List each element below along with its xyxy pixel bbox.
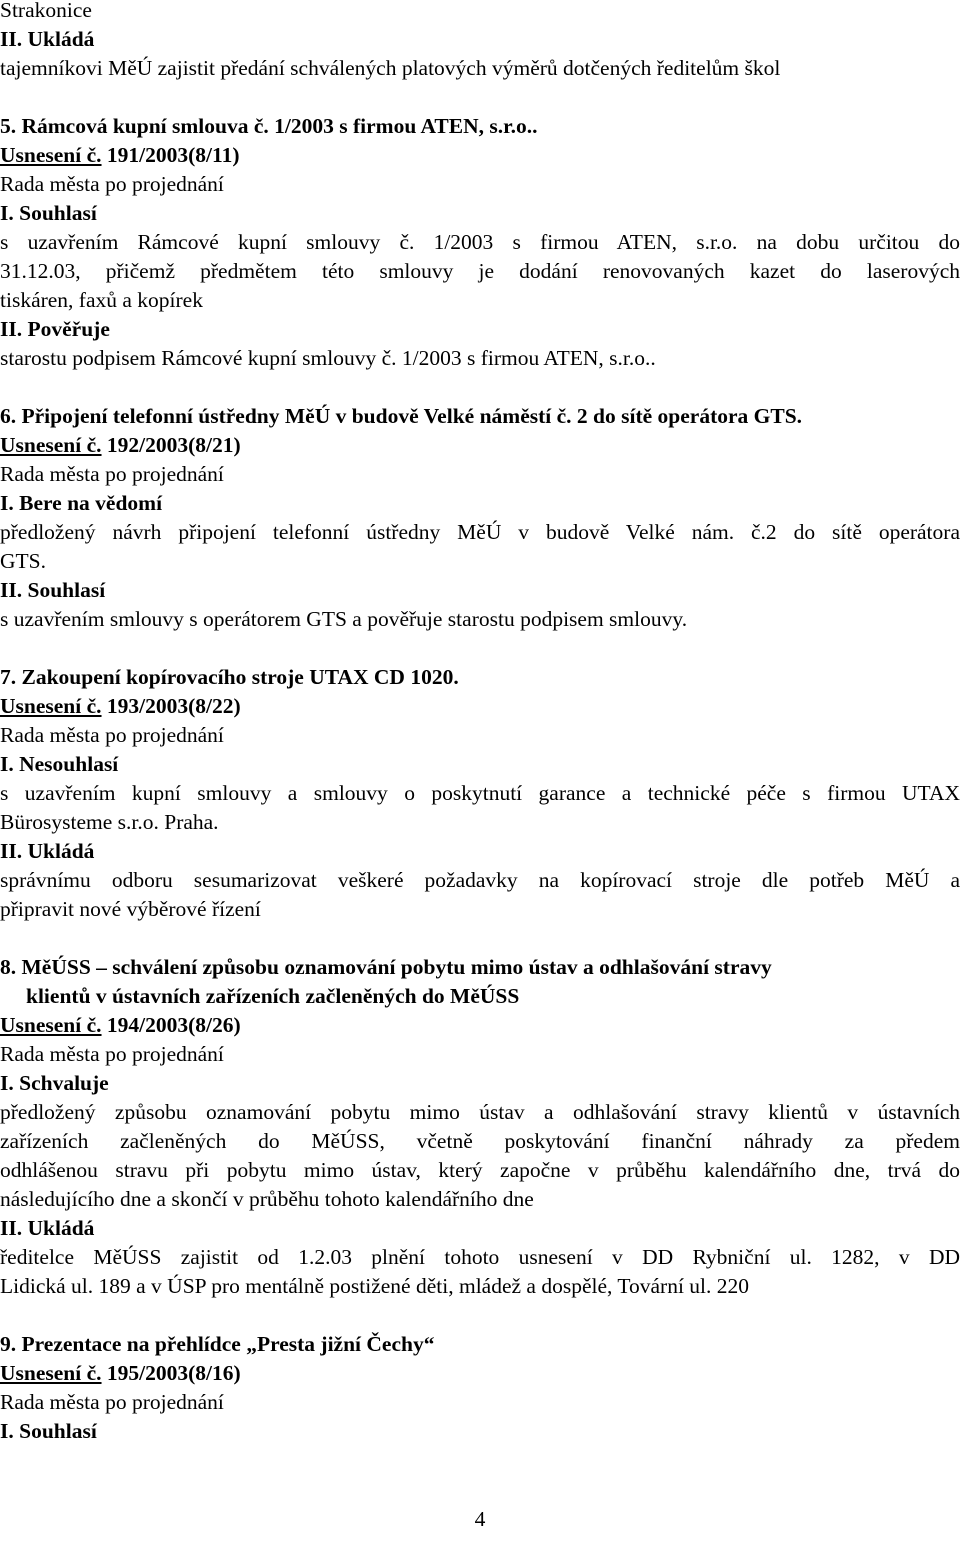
section-9-resolution bbox=[0, 1359, 960, 1388]
section-7-point-2-label: II. Ukládá bbox=[0, 839, 95, 863]
section-7-heading: 7. Zakoupení kopírovacího stroje UTAX CD 1020. bbox=[0, 665, 459, 689]
section-8-point-1-line-4: následujícího dne a skončí v průběhu tohoto kalendářního dne bbox=[0, 1187, 534, 1211]
section-5-point-2-text: starostu podpisem Rámcové kupní smlouvy č. 1/2003 s firmou ATEN, s.r.o.. bbox=[0, 346, 656, 370]
section-7-point-1-label: I. Nesouhlasí bbox=[0, 752, 119, 776]
section-6-point-1-label: I. Bere na vědomí bbox=[0, 491, 163, 515]
section-8-point-1-line-1: předložený způsobu oznamování pobytu mimo ústav a odhlašování stravy klientů v ústavních bbox=[0, 1100, 960, 1124]
section-5-heading: 5. Rámcová kupní smlouva č. 1/2003 s firmou ATEN, s.r.o.. bbox=[0, 114, 538, 138]
resolution-number: 195/2003(8/16) bbox=[101, 1361, 241, 1385]
section-7-point-1-line-2: Bürosysteme s.r.o. Praha. bbox=[0, 810, 219, 834]
section-5-point-1-line-2: 31.12.03, přičemž předmětem této smlouvy je dodání renovovaných kazet do laserových bbox=[0, 259, 960, 283]
section-6-point-1-line-2: GTS. bbox=[0, 549, 46, 573]
section-8-resolution bbox=[0, 1011, 960, 1040]
section-8-heading-line-1: 8. MěÚSS – schválení způsobu oznamování pobytu mimo ústav a odhlašování stravy bbox=[0, 955, 772, 979]
resolution-label: Usnesení č. bbox=[0, 1361, 102, 1385]
section-5-point-1-line-3: tiskáren, faxů a kopírek bbox=[0, 288, 203, 312]
section-8-point-1-line-3: odhlášenou stravu při pobytu mimo ústav, který započne v průběhu kalendářního dne, trvá do bbox=[0, 1158, 960, 1182]
section-6-council: Rada města po projednání bbox=[0, 462, 224, 486]
section-8-council: Rada města po projednání bbox=[0, 1042, 224, 1066]
section-6-heading: 6. Připojení telefonní ústředny MěÚ v budově Velké náměstí č. 2 do sítě operátora GTS. bbox=[0, 404, 803, 428]
section-7-point-1-line-1: s uzavřením kupní smlouvy a smlouvy o poskytnutí garance a technické péče s firmou UTAX bbox=[0, 781, 960, 805]
section-7-resolution bbox=[0, 692, 960, 721]
section-9-heading: 9. Prezentace na přehlídce „Presta jižní Čechy“ bbox=[0, 1332, 435, 1356]
section-5-point-2-label: II. Pověřuje bbox=[0, 317, 110, 341]
resolution-number: 193/2003(8/22) bbox=[101, 694, 241, 718]
section-8-point-2-line-2: Lidická ul. 189 a v ÚSP pro mentálně postižené děti, mládež a dospělé, Tovární ul. 220 bbox=[0, 1274, 750, 1298]
section-7-council: Rada města po projednání bbox=[0, 723, 224, 747]
section-8-point-2-line-1: ředitelce MěÚSS zajistit od 1.2.03 plnění tohoto usnesení v DD Rybniční ul. 1282, v DD bbox=[0, 1245, 960, 1269]
section-6-point-2-text: s uzavřením smlouvy s operátorem GTS a pověřuje starostu podpisem smlouvy. bbox=[0, 607, 688, 631]
section-8-point-1-label: I. Schvaluje bbox=[0, 1071, 109, 1095]
resolution-number: 192/2003(8/21) bbox=[101, 433, 241, 457]
section-7-point-2-line-2: připravit nové výběrové řízení bbox=[0, 897, 261, 921]
section-6-resolution bbox=[0, 431, 960, 460]
resolution-number: 191/2003(8/11) bbox=[101, 143, 240, 167]
section-6-point-2-label: II. Souhlasí bbox=[0, 578, 106, 602]
section-7-point-2-line-1: správnímu odboru sesumarizovat veškeré požadavky na kopírovací stroje dle potřeb MěÚ a bbox=[0, 868, 960, 892]
resolution-number: 194/2003(8/26) bbox=[101, 1013, 241, 1037]
section-5-council: Rada města po projednání bbox=[0, 172, 224, 196]
section-9-council: Rada města po projednání bbox=[0, 1390, 224, 1414]
section-6-point-1-line-1: předložený návrh připojení telefonní ústředny MěÚ v budově Velké nám. č.2 do sítě operátora bbox=[0, 520, 960, 544]
resolution-label: Usnesení č. bbox=[0, 433, 102, 457]
town-name: Strakonice bbox=[0, 0, 92, 22]
instruction-label: II. Ukládá bbox=[0, 27, 95, 51]
instruction-text: tajemníkovi MěÚ zajistit předání schválených platových výměrů dotčených ředitelům škol bbox=[0, 56, 781, 80]
resolution-label: Usnesení č. bbox=[0, 1013, 102, 1037]
section-8-heading-line-2: klientů v ústavních zařízeních začleněných do MěÚSS bbox=[26, 984, 520, 1008]
section-5-resolution bbox=[0, 141, 960, 170]
section-8-point-2-label: II. Ukládá bbox=[0, 1216, 95, 1240]
section-5-point-1-label: I. Souhlasí bbox=[0, 201, 97, 225]
section-5-point-1-line-1: s uzavřením Rámcové kupní smlouvy č. 1/2003 s firmou ATEN, s.r.o. na dobu určitou do bbox=[0, 230, 960, 254]
resolution-label: Usnesení č. bbox=[0, 143, 102, 167]
section-8-point-1-line-2: zařízeních začleněných do MěÚSS, včetně poskytování finanční náhrady za předem bbox=[0, 1129, 960, 1153]
section-9-point-1-label: I. Souhlasí bbox=[0, 1419, 97, 1443]
resolution-label: Usnesení č. bbox=[0, 694, 102, 718]
page-number: 4 bbox=[474, 1507, 486, 1531]
